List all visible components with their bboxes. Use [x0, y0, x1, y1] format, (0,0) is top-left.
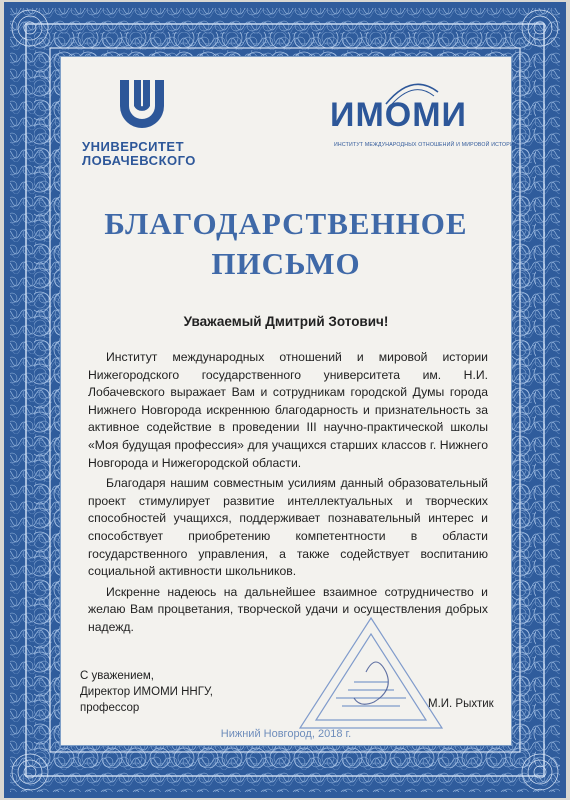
letter-body-panel	[60, 56, 518, 746]
imomi-arc-icon	[382, 78, 442, 108]
paragraph: Благодаря нашим совместным усилиям данный образовательный проект стимулирует развитие интеллектуальных и творческих способностей учащихся, поддерживает познавательный интерес и способствует приобретению компетентности в области государственного управления, а также содействует воспитанию социальной активности школьников.	[88, 476, 488, 579]
unn-logo-text	[82, 140, 222, 168]
letter-title-line1: БЛАГОДАРСТВЕННОЕ	[104, 206, 468, 241]
signature-line3: профессор	[80, 702, 140, 714]
paragraph: Институт международных отношений и мировой истории Нижегородского государственного университета им. Н.И. Лобачевского выражает Вам и сотрудникам городской Думы города Нижнего Новгорода искреннюю благодарность и признательность за активное содействие в проведении III научно-практической школы «Моя будущая профессия» для учащихся старших классов г. Нижнего Новгорода и Нижегородской области.	[88, 350, 488, 470]
letter-text	[88, 349, 488, 640]
imomi-logo-subtitle: ИНСТИТУТ МЕЖДУНАРОДНЫХ ОТНОШЕНИЙ И МИРОВОЙ ИСТОРИИ	[334, 142, 518, 148]
signature-line2: Директор ИМОМИ ННГУ,	[80, 686, 213, 698]
unn-u-mark-icon	[112, 74, 172, 134]
letter-title-line2: ПИСЬМО	[211, 246, 361, 281]
paragraph: Искренне надеюсь на дальнейшее взаимное сотрудничество и желаю Вам процветания, творческой удачи и осуществления добрых надежд.	[88, 584, 488, 634]
signature-block	[80, 668, 213, 716]
triangle-stamp	[296, 612, 446, 732]
letter-title	[60, 204, 512, 284]
signature-line1: С уважением,	[80, 670, 154, 682]
place-and-year: Нижний Новгород, 2018 г.	[220, 728, 352, 740]
signer-name: М.И. Рыхтик	[428, 698, 494, 710]
certificate-sheet	[4, 2, 566, 798]
unn-logo-line2: ЛОБАЧЕВСКОГО	[82, 153, 196, 168]
greeting: Уважаемый Дмитрий Зотович!	[183, 314, 389, 329]
imomi-logo-word: ИМОМИ	[330, 96, 467, 134]
unn-logo-line1: УНИВЕРСИТЕТ	[82, 139, 185, 154]
imomi-logo	[320, 86, 518, 156]
unn-logo	[82, 74, 222, 174]
